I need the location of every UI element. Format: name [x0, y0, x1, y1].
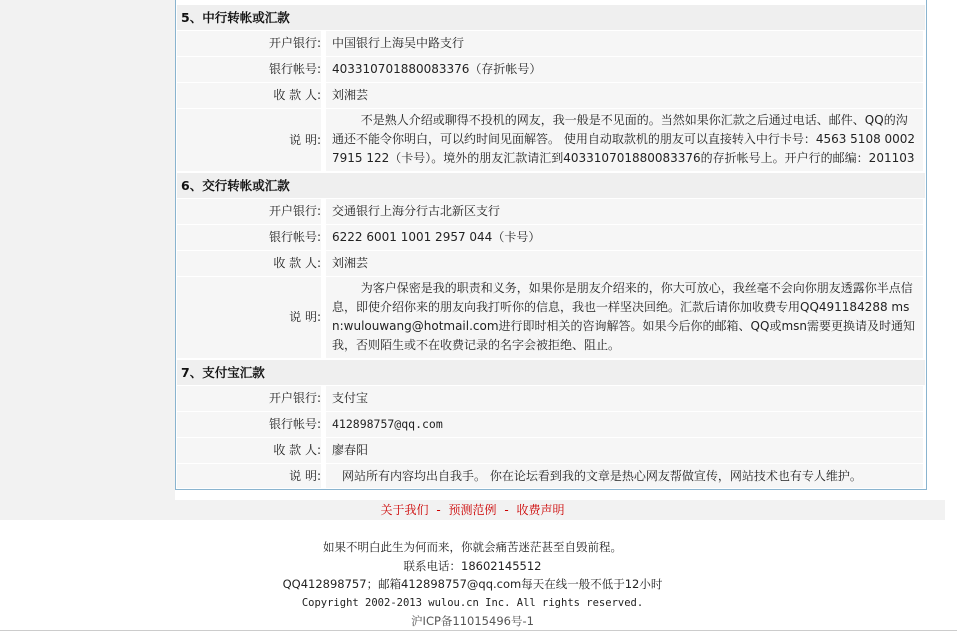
payee-label: 收 款 人: — [177, 251, 321, 276]
section-title-alipay: 7、支付宝汇款 — [177, 360, 925, 385]
note-label: 说 明: — [177, 109, 321, 171]
row-account — [177, 412, 925, 437]
row-bank — [177, 199, 925, 224]
payee-value: 廖春阳 — [326, 438, 923, 463]
row-note — [177, 464, 925, 488]
account-value: 6222 6001 1001 2957 044（卡号） — [326, 225, 923, 250]
payee-value: 刘湘芸 — [326, 83, 923, 108]
payee-value: 刘湘芸 — [326, 251, 923, 276]
bottom-divider — [0, 630, 957, 631]
payee-label: 收 款 人: — [177, 83, 321, 108]
note-value: 不是熟人介绍或聊得不投机的网友，我一般是不见面的。当然如果你汇款之后通过电话、邮件、QQ的沟通还不能令你明白，可以约时间见面解答。 使用自动取款机的朋友可以直接转入中行卡号：4563 5108 0002 7915 122（卡号）。境外的朋友汇款请汇到403310701880083376的存折帐号上。开户行的邮编：201103 — [326, 109, 923, 171]
payee-label: 收 款 人: — [177, 438, 321, 463]
examples-link[interactable]: 预测范例 — [448, 503, 497, 517]
note-label: 说 明: — [177, 464, 321, 488]
row-note — [177, 277, 925, 358]
bank-label: 开户银行: — [177, 199, 321, 224]
note-value: 为客户保密是我的职责和义务，如果你是朋友介绍来的，你大可放心，我丝毫不会向你朋友透露你半点信息，即使介绍你来的朋友向我打听你的信息，我也一样坚决回绝。汇款后请你加收费专用QQ491184288 msn:wulouwang@hotmail.com进行即时相关的咨询解答。如果今后你的邮箱、QQ或msn需要更换请及时通知我，否则陌生或不在收费记录的名字会被拒绝、阻止。 — [326, 277, 923, 358]
bank-value: 支付宝 — [326, 386, 923, 411]
footer-copyright: Copyright 2002-2013 wulou.cn Inc. All rights reserved. — [301, 596, 644, 609]
about-us-link[interactable]: 关于我们 — [380, 503, 429, 517]
account-label: 银行帐号: — [177, 412, 321, 437]
note-value: 网站所有内容均出自我手。 你在论坛看到我的文章是热心网友帮做宣传，网站技术也有专人维护。 — [326, 464, 923, 488]
row-note — [177, 109, 925, 171]
bank-label: 开户银行: — [177, 31, 321, 56]
link-separator: - — [504, 503, 509, 517]
section-title-boc: 5、中行转帐或汇款 — [177, 5, 925, 30]
row-payee — [177, 251, 925, 276]
left-gutter — [0, 0, 175, 500]
section-title-bocom: 6、交行转帐或汇款 — [177, 173, 925, 198]
account-label: 银行帐号: — [177, 57, 321, 82]
row-account — [177, 225, 925, 250]
row-account — [177, 57, 925, 82]
footer-contact: QQ412898757；邮箱412898757@qq.com每天在线一般不低于12小时 — [282, 577, 663, 591]
row-payee — [177, 438, 925, 463]
footer-phone: 联系电话：18602145512 — [403, 558, 542, 573]
payment-info-panel — [175, 0, 927, 490]
fee-statement-link[interactable]: 收费声明 — [516, 503, 565, 517]
bank-label: 开户银行: — [177, 386, 321, 411]
bank-value: 交通银行上海分行古北新区支行 — [326, 199, 923, 224]
footer-motto: 如果不明白此生为何而来，你就会痛苦迷茫甚至自毁前程。 — [323, 540, 622, 554]
link-separator: - — [436, 503, 441, 517]
account-value: 403310701880083376（存折帐号） — [326, 57, 923, 82]
site-footer — [0, 538, 945, 631]
footer-links — [0, 500, 945, 520]
row-bank — [177, 31, 925, 56]
bank-value: 中国银行上海吴中路支行 — [326, 31, 923, 56]
row-bank — [177, 386, 925, 411]
row-payee — [177, 83, 925, 108]
note-label: 说 明: — [177, 277, 321, 358]
footer-icp: 沪ICP备11015496号-1 — [411, 614, 534, 628]
account-value: 412898757@qq.com — [326, 412, 923, 437]
account-label: 银行帐号: — [177, 225, 321, 250]
